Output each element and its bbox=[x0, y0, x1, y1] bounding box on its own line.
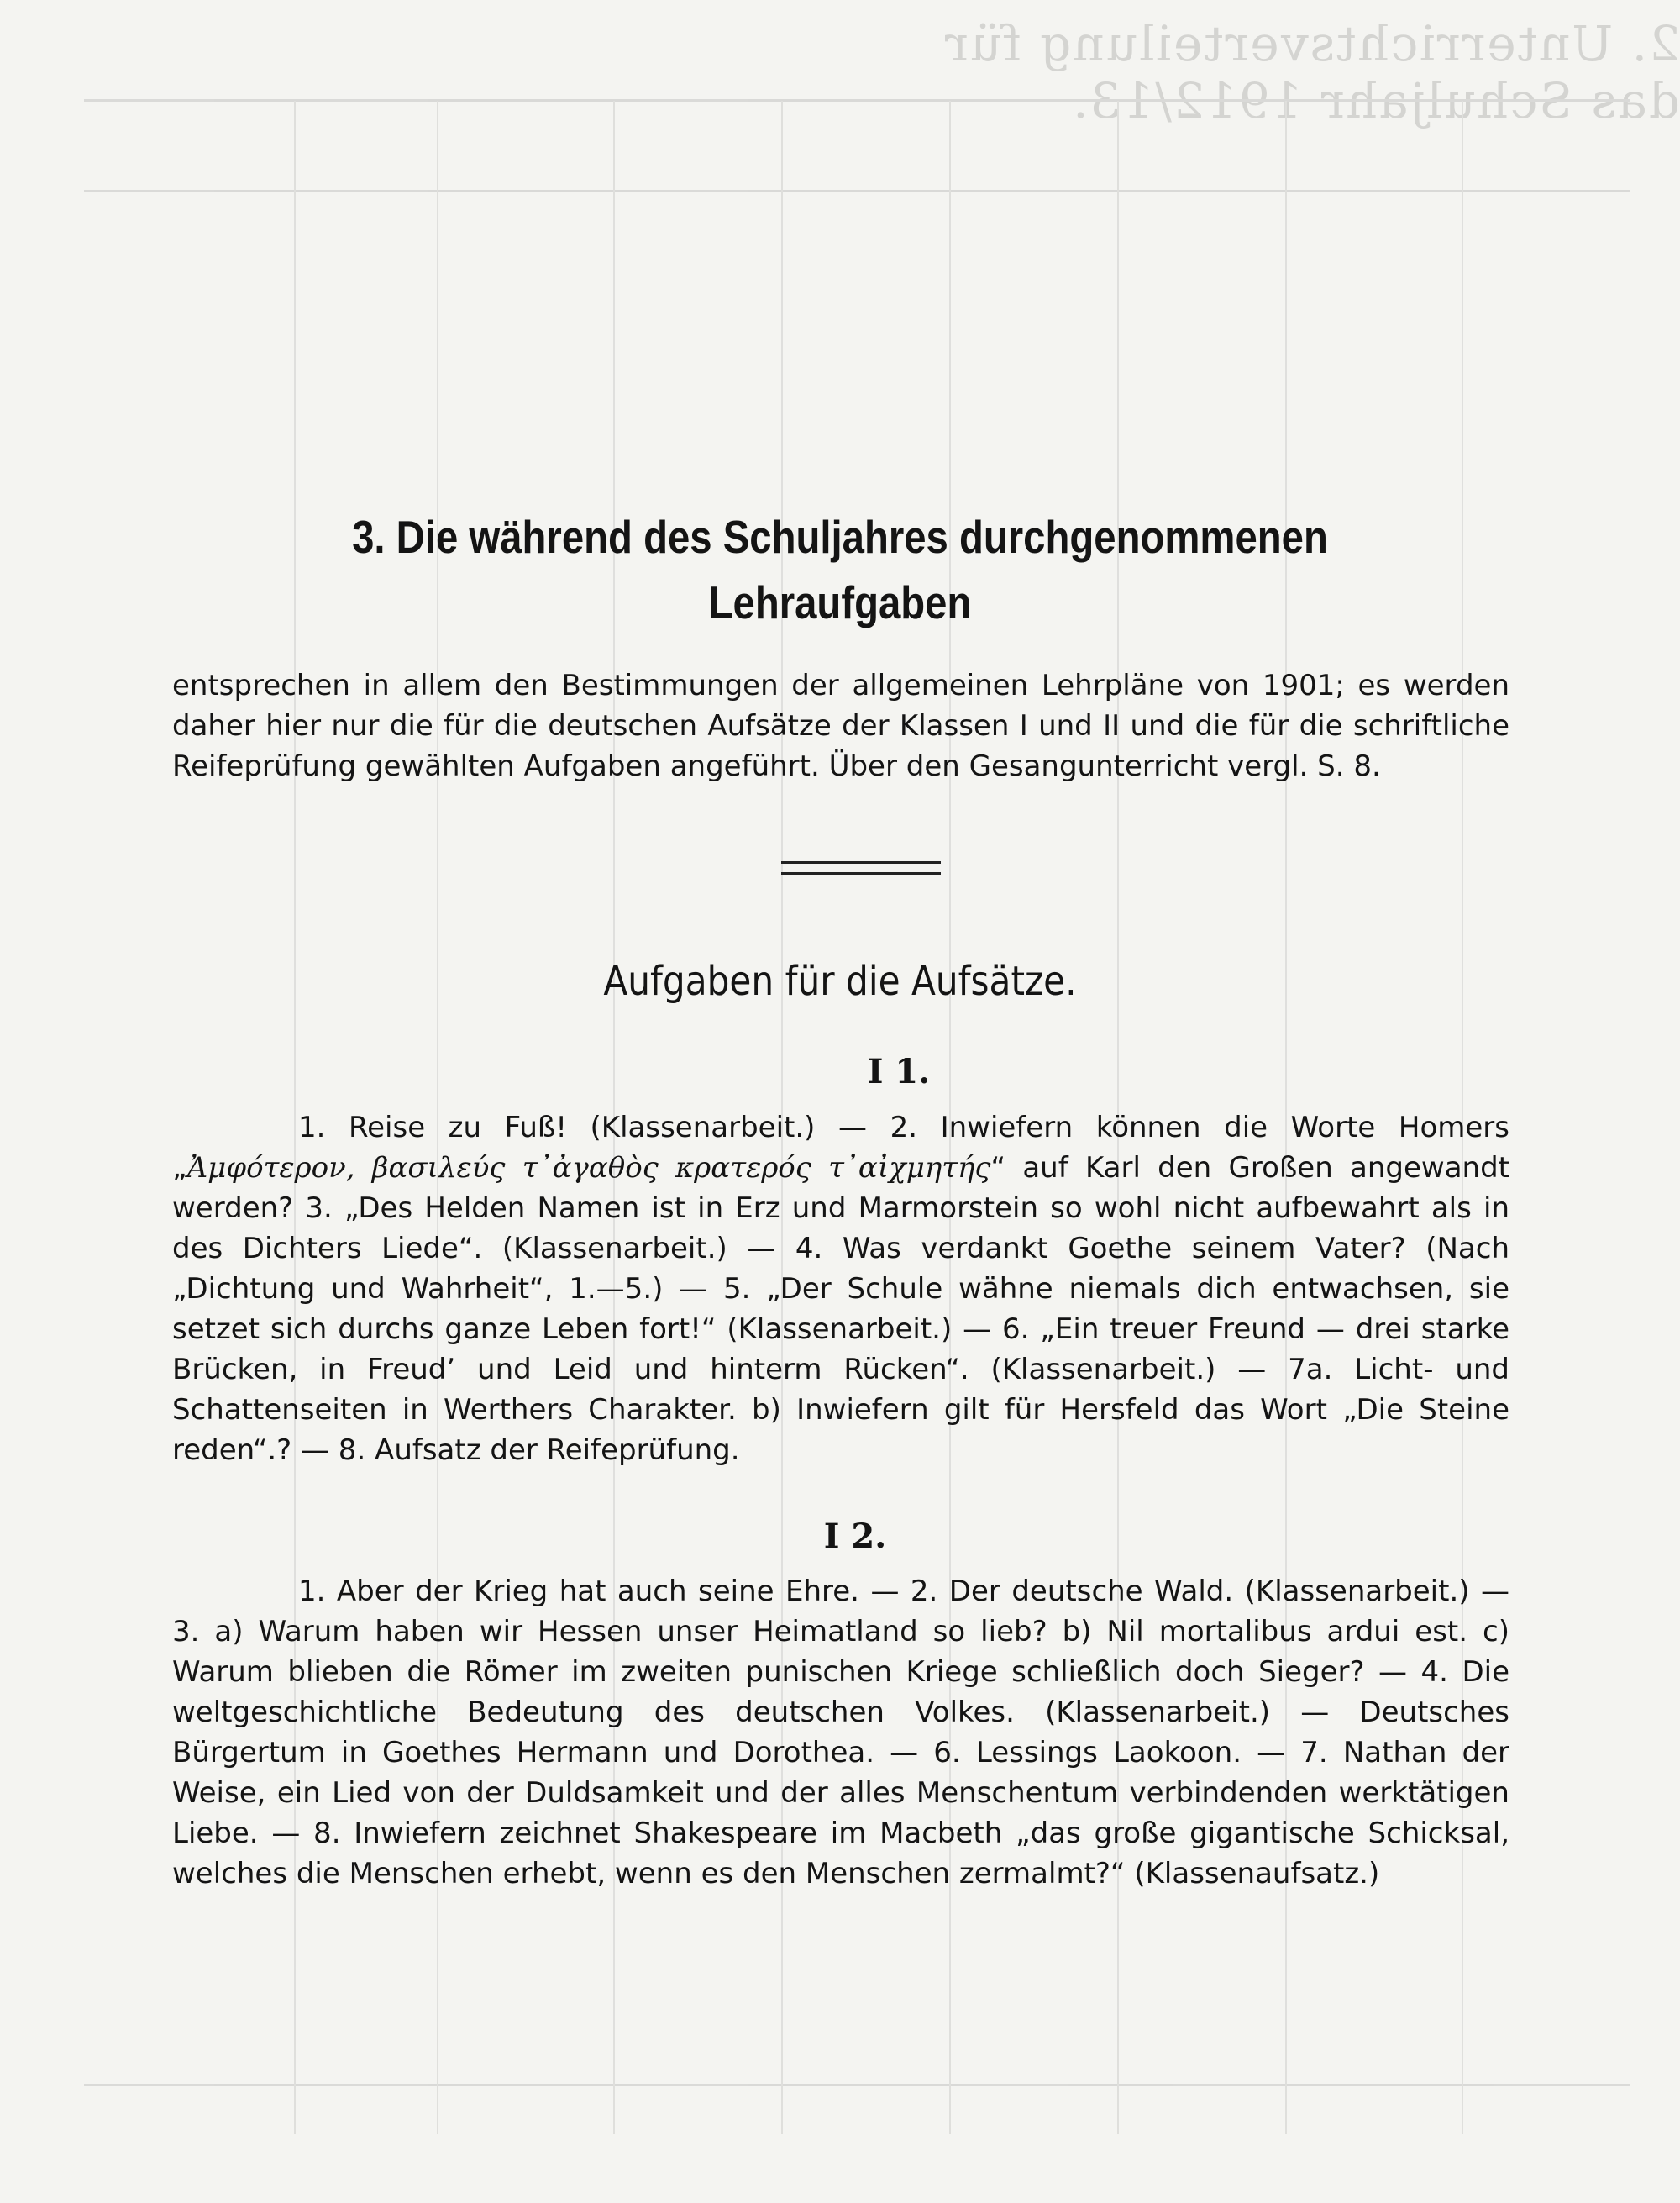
double-rule-divider bbox=[781, 861, 941, 875]
bleed-through-title: 2. Unterrichtsverteilung für das Schuljahr 1912/13. bbox=[943, 15, 1680, 129]
intro-paragraph: entsprechen in allem den Bestimmungen der allgemeinen Lehrpläne von 1901; es werden daher hier nur die für die deutschen Aufsätze der Klassen I und II und die für die schriftliche Reifeprüfung gewählten Aufgaben angeführt. Über den Gesangunterricht vergl. S. 8. bbox=[172, 669, 1509, 783]
class-i1-label: I 1. bbox=[867, 1052, 931, 1091]
class-i1-text-start: 1. Reise zu Fuß! (Klassenarbeit.) — 2. Inwiefern können die Worte Homers „ bbox=[172, 1111, 1509, 1185]
class-i1-text-end: “ auf Karl den Großen angewandt werden? 3. „Des Helden Namen ist in Erz und Marmorstein so wohl nicht aufbewahrt als in des Dichters Liede“. (Klassenarbeit.) — 4. Was verdankt Goethe seinem Vater? (Nach „Dichtung und Wahrheit“, 1.—5.) — 5. „Der Schule wähne niemals dich entwachsen, sie setzet sich durchs ganze Leben fort!“ (Klassenarbeit.) — 6. „Ein treuer Freund — drei starke Brücken, in Freud’ und Leid und hinterm Rücken“. (Klassenarbeit.) — 7a. Licht- und Schattenseiten in Werthers Charakter. b) Inwiefern gilt für Hersfeld das Wort „Die Steine reden“.? — 8. Aufsatz der Reifeprüfung. bbox=[172, 1151, 1509, 1467]
class-i2-label: I 2. bbox=[823, 1517, 887, 1556]
page-heading bbox=[248, 504, 1432, 635]
class-i2-topics: 1. Aber der Krieg hat auch seine Ehre. — 2. Der deutsche Wald. (Klassenarbeit.) — 3. a) Warum haben wir Hessen unser Heimatland so lieb? b) Nil mortalibus ardui est. c) Warum blieben die Römer im zweiten punischen Kriege schließlich doch Sieger? — 4. Die weltgeschichtliche Bedeutung des deutschen Volkes. (Klassenarbeit.) — Deutsches Bürgertum in Goethes Hermann und Dorothea. — 6. Lessings Laokoon. — 7. Nathan der Weise, ein Lied von der Duldsamkeit und der alles Menschentum verbindenden werktätigen Liebe. — 8. Inwiefern zeichnet Shakespeare im Macbeth „das große gigantische Schicksal, welches die Menschen erhebt, wenn es den Menschen zermalmt?“ (Klassenaufsatz.) bbox=[172, 1575, 1509, 1890]
class-i1-topics bbox=[172, 1107, 1509, 1470]
heading-line-2: Lehraufgaben bbox=[708, 576, 972, 628]
homer-greek-quote: Ἀμφότερον, βασιλεύς τ᾽ἀγαθὸς κρατερός τ᾽αἰχμητής bbox=[186, 1151, 991, 1185]
section-title: Aufgaben für die Aufsätze. bbox=[603, 958, 1077, 1005]
heading-line-1: 3. Die während des Schuljahres durchgenommenen bbox=[352, 511, 1328, 563]
